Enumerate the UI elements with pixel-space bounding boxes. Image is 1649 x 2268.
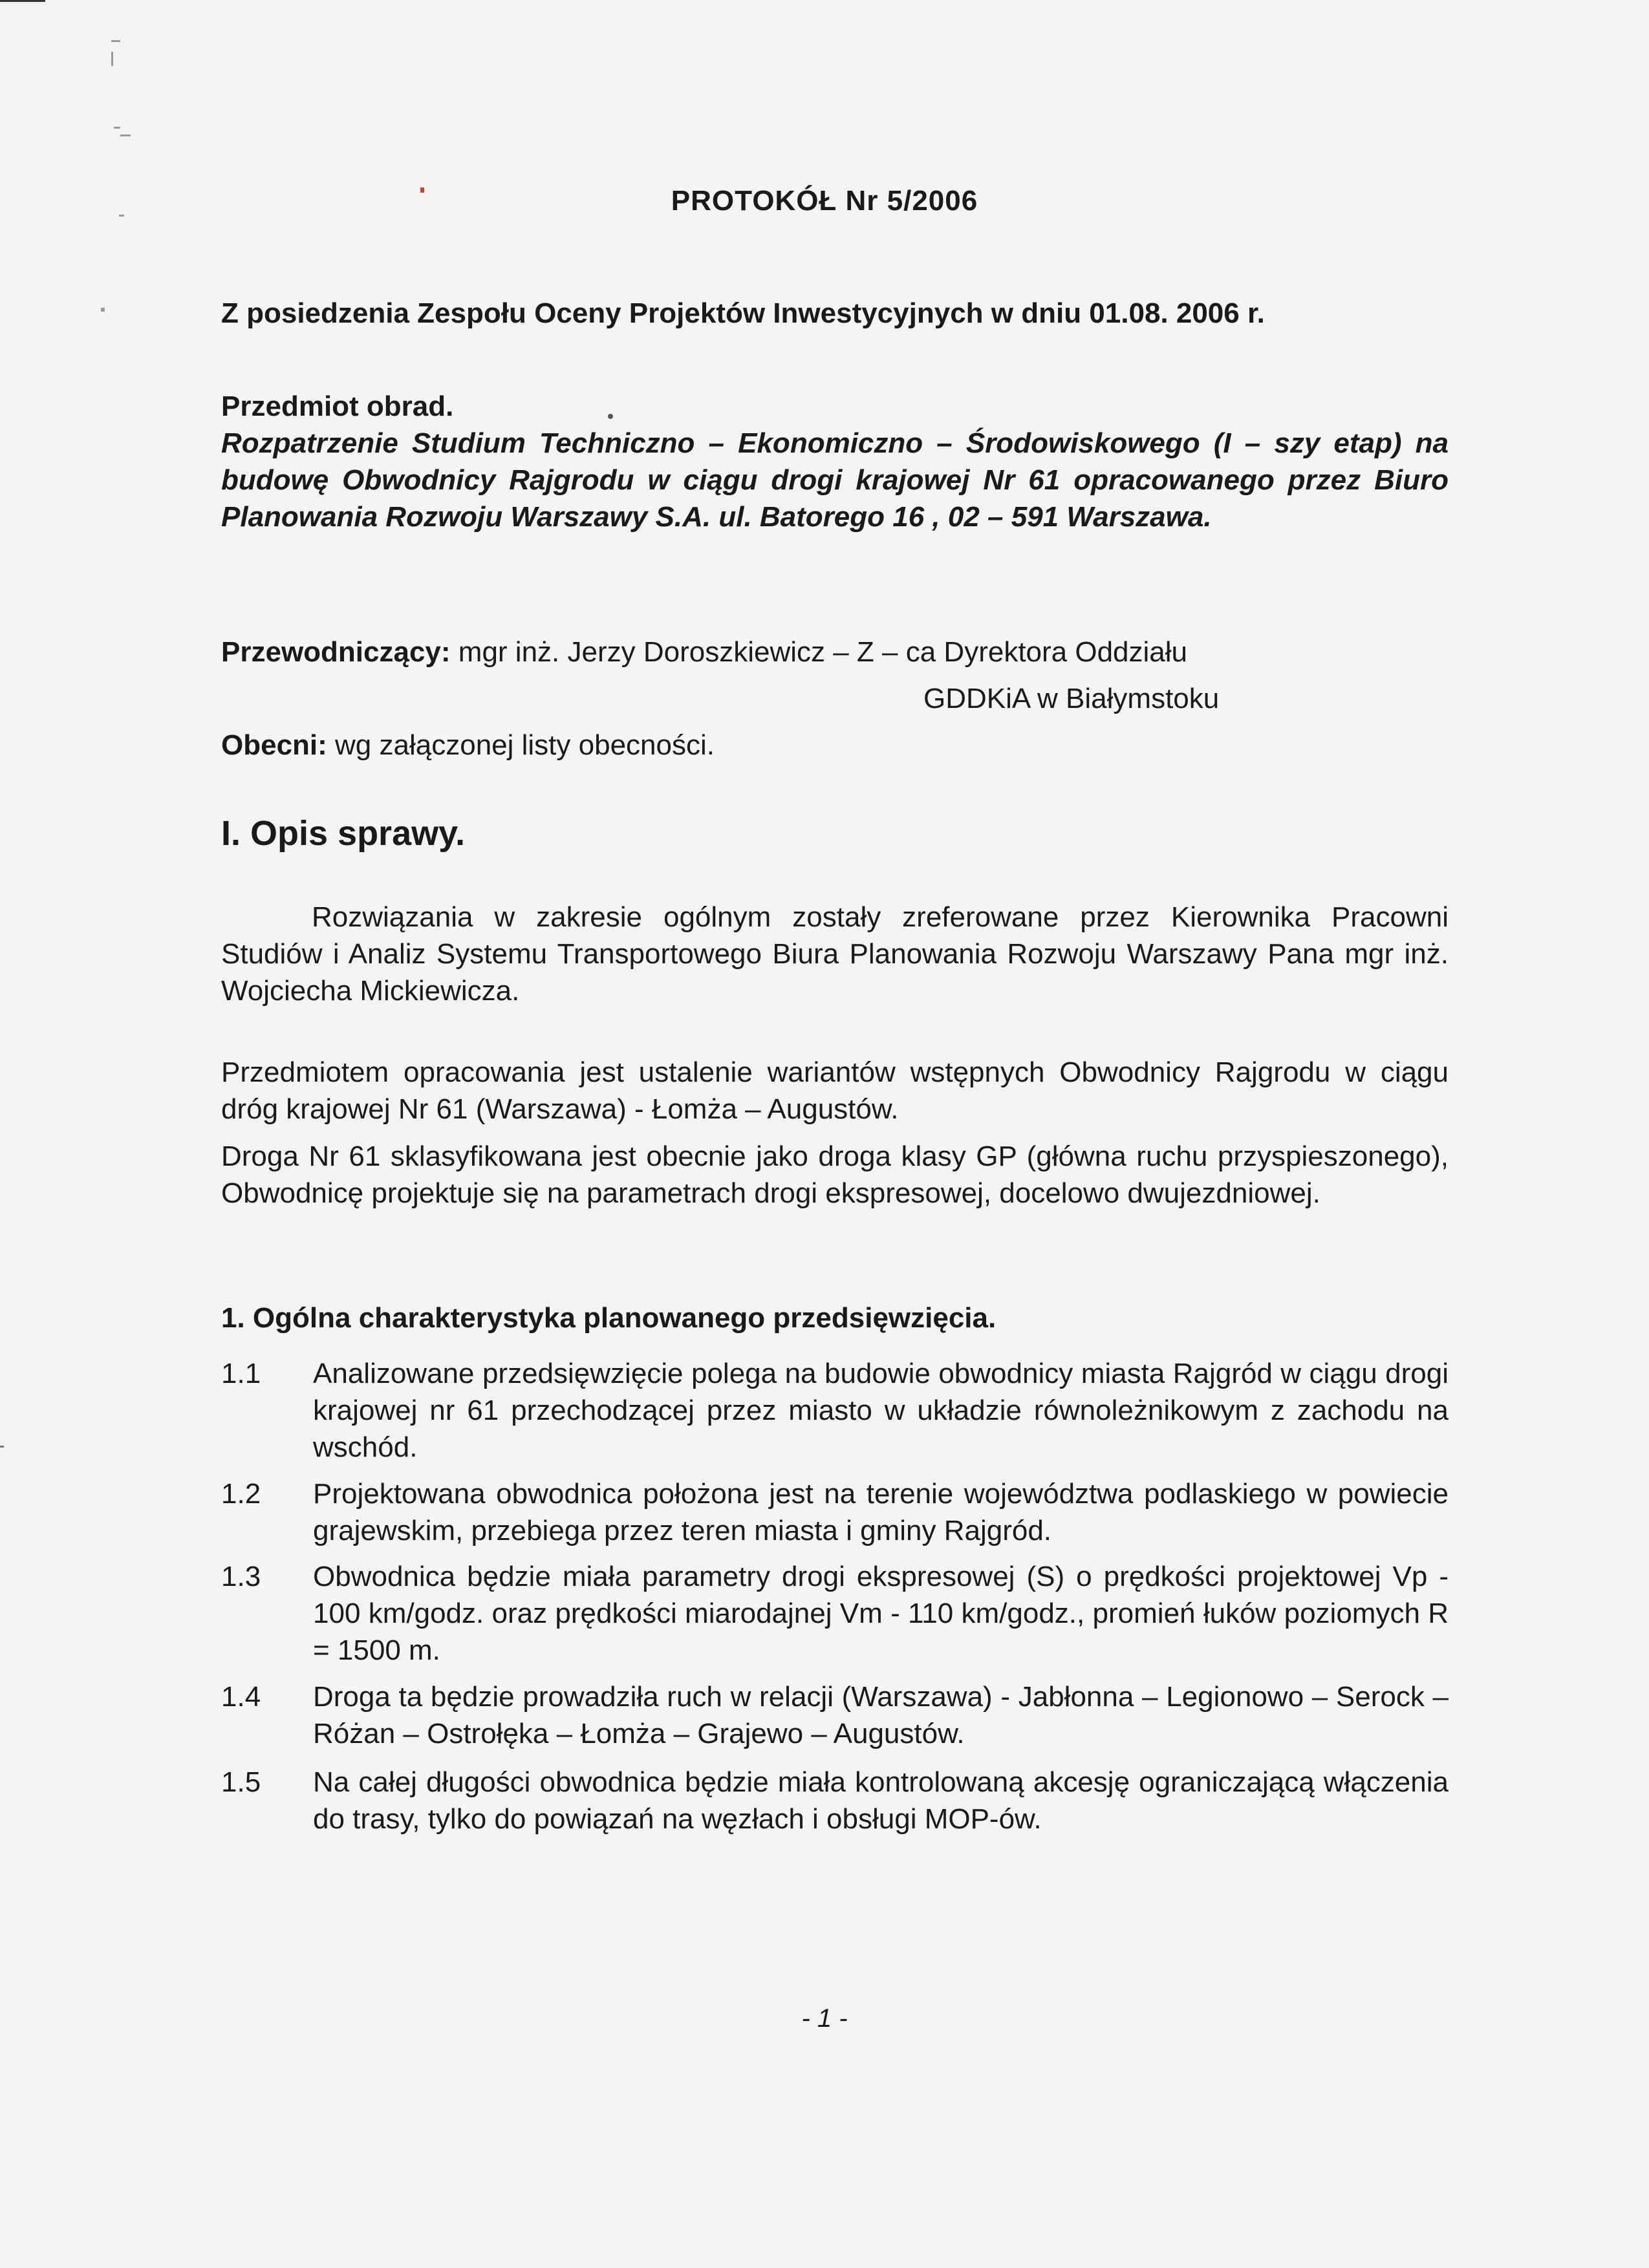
list-item-text: Analizowane przedsięwzięcie polega na budowie obwodnicy miasta Rajgród w ciągu drogi krajowej nr 61 przechodzącej przez miasto w układzie równoleżnikowym z zachodu na wschód.	[313, 1358, 1449, 1463]
chair-org: GDDKiA w Białymstoku	[923, 683, 1220, 714]
list-item-number: 1.3	[221, 1561, 261, 1592]
list-item-number: 1.5	[221, 1766, 261, 1798]
list-item-number: 1.4	[221, 1681, 261, 1713]
subsection-title: 1. Ogólna charakterystyka planowanego przedsięwzięcia.	[221, 1302, 997, 1334]
chair-row	[221, 636, 1187, 669]
subject-section	[221, 388, 1449, 535]
scan-mark	[0, 0, 45, 2]
page-number: - 1 -	[801, 2004, 848, 2033]
scan-mark	[120, 134, 131, 136]
present-label: Obecni:	[221, 729, 327, 761]
scan-mark	[101, 308, 105, 312]
subject-text: Rozpatrzenie Studium Techniczno – Ekonomiczno – Środowiskowego (I – szy etap) na budowę Obwodnicy Rajgrodu w ciągu drogi krajowej Nr 61 opracowanego przez Biuro Planowania Rozwoju Warszawy S.A. ul. Batorego 16 , 02 – 591 Warszawa.	[221, 427, 1449, 533]
chair-name: mgr inż. Jerzy Doroszkiewicz – Z – ca Dyrektora Oddziału	[458, 636, 1188, 668]
section-title: I. Opis sprawy.	[221, 814, 466, 853]
section-paragraph: Rozwiązania w zakresie ogólnym zostały zreferowane przez Kierownika Pracowni Studiów i Analiz Systemu Transportowego Biura Planowania Rozwoju Warszawy Pana mgr inż. Wojciecha Mickiewicza.	[221, 901, 1449, 1007]
scan-mark	[111, 52, 113, 66]
list-item-text: Droga ta będzie prowadziła ruch w relacji (Warszawa) - Jabłonna – Legionowo – Serock – Różan – Ostrołęka – Łomża – Grajewo – Augustów.	[313, 1681, 1449, 1749]
section-paragraph: Przedmiotem opracowania jest ustalenie wariantów wstępnych Obwodnicy Rajgrodu w ciągu dróg krajowej Nr 61 (Warszawa) - Łomża – Augustów.	[221, 1056, 1449, 1125]
present-text: wg załączonej listy obecności.	[335, 729, 715, 761]
list-item-number: 1.2	[221, 1478, 261, 1510]
list-item-text: Projektowana obwodnica położona jest na terenie województwa podlaskiego w powiecie grajewskim, przebiega przez teren miasta i gminy Rajgród.	[313, 1478, 1449, 1546]
list-item-text: Na całej długości obwodnica będzie miała kontrolowaną akcesję ograniczającą włączenia do trasy, tylko do powiązań na węzłach i obsługi MOP-ów.	[313, 1766, 1449, 1835]
chair-label: Przewodniczący:	[221, 636, 451, 668]
present-row	[221, 729, 715, 762]
list-item-text: Obwodnica będzie miała parametry drogi ekspresowej (S) o prędkości projektowej Vp - 100 km/godz. oraz prędkości miarodajnej Vm - 110 km/godz., promień łuków poziomych R = 1500 m.	[313, 1561, 1449, 1666]
scan-mark	[0, 1446, 4, 1448]
subject-label: Przedmiot obrad.	[221, 390, 454, 422]
scan-mark	[111, 40, 120, 42]
list-item-number: 1.1	[221, 1358, 261, 1389]
document-title: PROTOKÓŁ Nr 5/2006	[671, 185, 978, 217]
document-subtitle: Z posiedzenia Zespołu Oceny Projektów Inwestycyjnych w dniu 01.08. 2006 r.	[221, 297, 1265, 329]
section-paragraph: Droga Nr 61 sklasyfikowana jest obecnie jako droga klasy GP (główna ruchu przyspieszonego), Obwodnicę projektuje się na parametrach drogi ekspresowej, docelowo dwujezdniowej.	[221, 1140, 1449, 1209]
scan-mark	[114, 127, 120, 129]
